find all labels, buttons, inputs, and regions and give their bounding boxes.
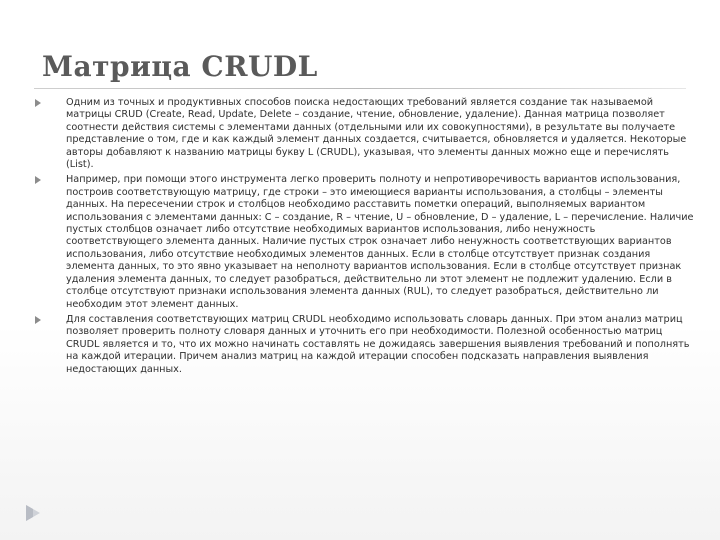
title-divider xyxy=(34,88,686,89)
triangle-right-icon xyxy=(34,175,42,185)
bullet-text: Одним из точных и продуктивных способов поиска недостающих требований является создание так называемой матрицы CRUD (Create, Read, Update, Delete – создание, чтение, обновление, удаление). Данная матрица позволяет соотнести действия системы с элементами данных (отдельными или их совокупностями), в результате вы получаете представление о том, где и как каждый элемент данных создается, считывается, обновляется и удаляется. Некоторые авторы добавляют к названию матрицы букву L (CRUDL), указывая, что элементы данных можно еще и перечислять (List). xyxy=(66,97,687,171)
bullet-item xyxy=(34,314,694,376)
slide-title: Матрица CRUDL xyxy=(42,50,318,83)
slide-corner-arrow-icon xyxy=(22,502,44,524)
triangle-right-icon xyxy=(34,315,42,325)
bullet-item xyxy=(34,174,694,310)
bullet-text: Для составления соответствующих матриц CRUDL необходимо использовать словарь данных. При этом анализ матриц позволяет проверить полноту словаря данных и уточнить его при необходимости. Полезной особенностью матриц CRUDL является и то, что их можно начинать составлять не дожидаясь завершения выявления требований и пополнять на каждой итерации. Причем анализ матриц на каждой итерации способен подсказать направления выявления недостающих данных. xyxy=(66,313,690,375)
bullet-item xyxy=(34,97,694,171)
bullet-text: Например, при помощи этого инструмента легко проверить полноту и непротиворечивость вариантов использования, построив соответствующую матрицу, где строки – это имеющиеся варианты использования, а столбцы – элементы данных. На пересечении строк и столбцов необходимо расставить пометки операций, выполняемых вариантом использования с элементами данных: C – создание, R – чтение, U – обновление, D – удаление, L – перечисление. Наличие пустых столбцов означает либо отсутствие необходимых вариантов использования, либо ненужность соответствующего элемента данных. Наличие пустых строк означает либо ненужность соответствующих вариантов использования, либо отсутствие необходимых элементов данных. Если в столбце отсутствует признак создания элемента данных, то это явно указывает на неполноту вариантов использования. Если в столбце отсутствует признак удаления элемента данных, то следует разобраться, действительно ли этот элемент не подлежит удалению. Если в столбце отсутствуют признаки использования элемента данных (RUL), то следует разобраться, действительно ли необходим этот элемент данных. xyxy=(66,174,694,310)
triangle-right-icon xyxy=(34,98,42,108)
bullet-list xyxy=(34,97,694,379)
